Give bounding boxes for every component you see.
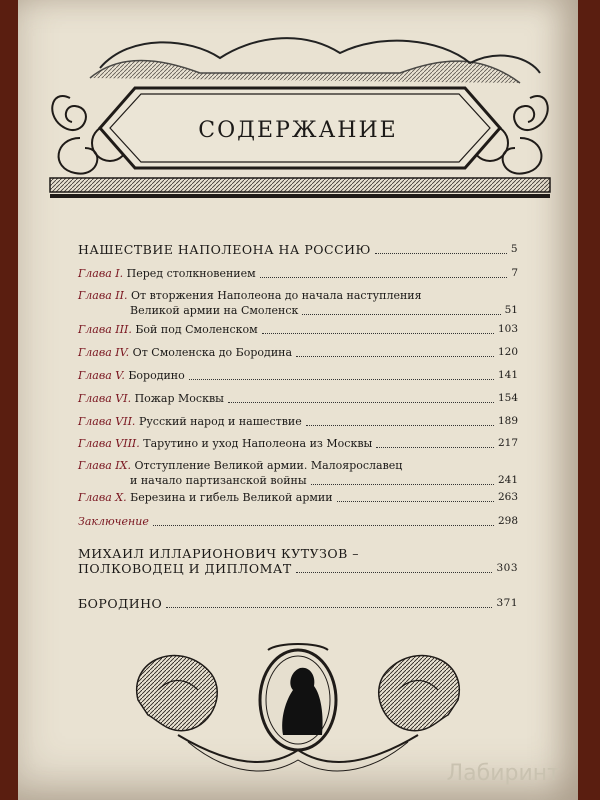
page-number: 189 <box>497 415 518 427</box>
page-number: 5 <box>510 243 518 255</box>
entry-text: Перед столкновением <box>126 267 256 280</box>
entry-text: Бой под Смоленском <box>135 323 258 336</box>
chapter-prefix: Глава II. <box>78 289 131 302</box>
toc-entry-title <box>78 242 518 257</box>
entry-text: Пожар Москвы <box>134 392 224 405</box>
toc-entry-title <box>78 266 518 281</box>
toc-entry-title <box>78 368 518 383</box>
toc-chapter-entry[interactable] <box>78 391 518 406</box>
toc-chapter-entry[interactable] <box>78 490 518 505</box>
dot-leader <box>337 501 494 502</box>
dot-leader <box>296 356 494 357</box>
dot-leader <box>262 333 494 334</box>
page-title: СОДЕРЖАНИЕ <box>198 118 398 143</box>
toc-chapter-entry[interactable] <box>78 266 518 281</box>
chapter-prefix: Глава VI. <box>78 392 135 405</box>
footer-ornament <box>118 630 478 780</box>
dot-leader <box>153 525 494 526</box>
toc-entry-title <box>78 490 518 505</box>
toc-entry-title <box>78 391 518 406</box>
page-number: 7 <box>511 267 518 279</box>
entry-text-continued: и начало партизанской войны <box>130 474 307 487</box>
toc-entry-title <box>78 596 518 611</box>
entry-text: Отступление Великой армии. Малоярославец <box>134 459 403 472</box>
chapter-prefix: Глава III. <box>78 323 136 336</box>
chapter-prefix: Глава VII. <box>78 415 139 428</box>
dot-leader <box>296 572 492 573</box>
dot-leader <box>375 253 507 254</box>
entry-text: Русский народ и нашествие <box>138 415 302 428</box>
toc-entry-title <box>78 436 518 451</box>
chapter-prefix: Глава I. <box>78 267 127 280</box>
entry-text-continued: ПОЛКОВОДЕЦ И ДИПЛОМАТ <box>78 561 292 576</box>
page-number: 298 <box>497 515 518 527</box>
entry-text: Бородино <box>128 369 185 382</box>
chapter-prefix: Глава IV. <box>78 346 133 359</box>
dot-leader <box>302 314 501 315</box>
page-number: 103 <box>497 323 518 335</box>
dot-leader <box>311 484 494 485</box>
toc-chapter-entry[interactable] <box>78 288 518 318</box>
toc-chapter-entry[interactable] <box>78 322 518 337</box>
page-number: 217 <box>497 437 518 449</box>
entry-text: От Смоленска до Бородина <box>132 346 293 359</box>
toc-entry-title <box>78 514 518 529</box>
toc-entry-title <box>78 288 518 303</box>
page-number: 263 <box>497 491 518 503</box>
page-number: 154 <box>497 392 518 404</box>
chapter-prefix: Заключение <box>78 515 149 528</box>
page-number: 120 <box>497 346 518 358</box>
watermark-logo: Лабиринт <box>446 761 560 786</box>
page-number: 51 <box>504 304 518 316</box>
toc-chapter-entry[interactable] <box>78 436 518 451</box>
toc-chapter-entry[interactable] <box>78 368 518 383</box>
dot-leader <box>189 379 494 380</box>
entry-text: БОРОДИНО <box>78 596 163 611</box>
toc-entry-title <box>78 414 518 429</box>
toc-section-entry[interactable] <box>78 546 518 576</box>
toc-entry-title <box>78 322 518 337</box>
page-number: 141 <box>497 369 518 381</box>
toc-chapter-entry[interactable] <box>78 345 518 360</box>
entry-text: МИХАИЛ ИЛЛАРИОНОВИЧ КУТУЗОВ – <box>78 546 360 561</box>
toc-chapter-entry[interactable] <box>78 458 518 488</box>
entry-text: От вторжения Наполеона до начала наступления <box>131 289 422 302</box>
page-number: 303 <box>496 562 518 574</box>
toc-entry-title <box>78 546 518 561</box>
toc-section-entry[interactable] <box>78 242 518 257</box>
entry-text: Тарутино и уход Наполеона из Москвы <box>143 437 373 450</box>
dot-leader <box>376 447 494 448</box>
page-number: 371 <box>496 597 518 609</box>
dot-leader <box>306 425 494 426</box>
toc-entry-title <box>78 458 518 473</box>
book-page <box>18 0 578 800</box>
entry-text-continued: Великой армии на Смоленск <box>130 304 299 317</box>
toc-section-entry[interactable] <box>78 596 518 611</box>
entry-text: НАШЕСТВИЕ НАПОЛЕОНА НА РОССИЮ <box>78 242 371 257</box>
chapter-prefix: Глава IX. <box>78 459 135 472</box>
chapter-prefix: Глава V. <box>78 369 129 382</box>
toc-chapter-entry[interactable] <box>78 414 518 429</box>
dot-leader <box>166 607 492 608</box>
page-number: 241 <box>497 474 518 486</box>
chapter-prefix: Глава VIII. <box>78 437 144 450</box>
dot-leader <box>260 277 507 278</box>
dot-leader <box>228 402 494 403</box>
chapter-prefix: Глава X. <box>78 491 131 504</box>
toc-chapter-entry[interactable] <box>78 514 518 529</box>
toc-entry-title <box>78 345 518 360</box>
entry-text: Березина и гибель Великой армии <box>130 491 333 504</box>
